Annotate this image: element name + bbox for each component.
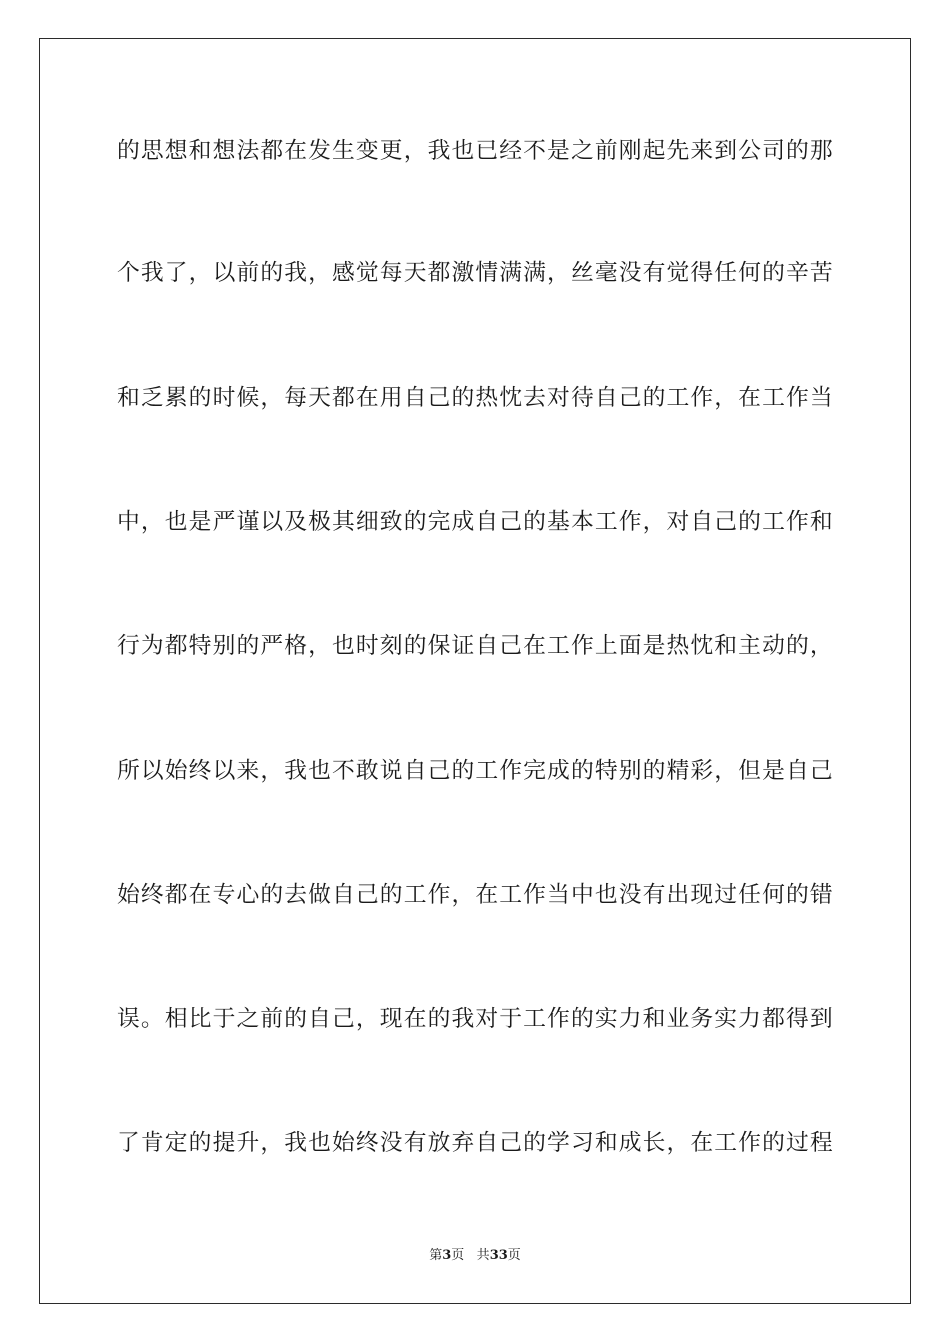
text-line-8: 误。相比于之前的自己，现在的我对于工作的实力和业务实力都得到 [117,1006,833,1032]
text-line-3: 和乏累的时候，每天都在用自己的热忱去对待自己的工作，在工作当 [117,385,833,411]
text-line-1: 的思想和想法都在发生变更，我也已经不是之前刚起先来到公司的那 [117,138,833,164]
text-line-7: 始终都在专心的去做自己的工作，在工作当中也没有出现过任何的错 [117,882,833,908]
total-prefix: 共 [476,1248,490,1263]
total-suffix: 页 [507,1248,521,1263]
page-footer [0,1246,950,1266]
text-line-4: 中，也是严谨以及极其细致的完成自己的基本工作，对自己的工作和 [117,509,833,535]
text-line-2: 个我了，以前的我，感觉每天都激情满满，丝毫没有觉得任何的辛苦 [117,260,833,286]
page-prefix: 第 [429,1248,443,1263]
text-line-6: 所以始终以来，我也不敢说自己的工作完成的特别的精彩，但是自己 [117,758,833,784]
page-number: 3 [442,1248,452,1263]
total-pages: 33 [489,1248,508,1263]
page-suffix: 页 [451,1248,465,1263]
text-line-9: 了肯定的提升，我也始终没有放弃自己的学习和成长，在工作的过程 [117,1130,833,1156]
page-border [39,38,911,1304]
text-line-5: 行为都特别的严格，也时刻的保证自己在工作上面是热忱和主动的， [117,633,833,659]
